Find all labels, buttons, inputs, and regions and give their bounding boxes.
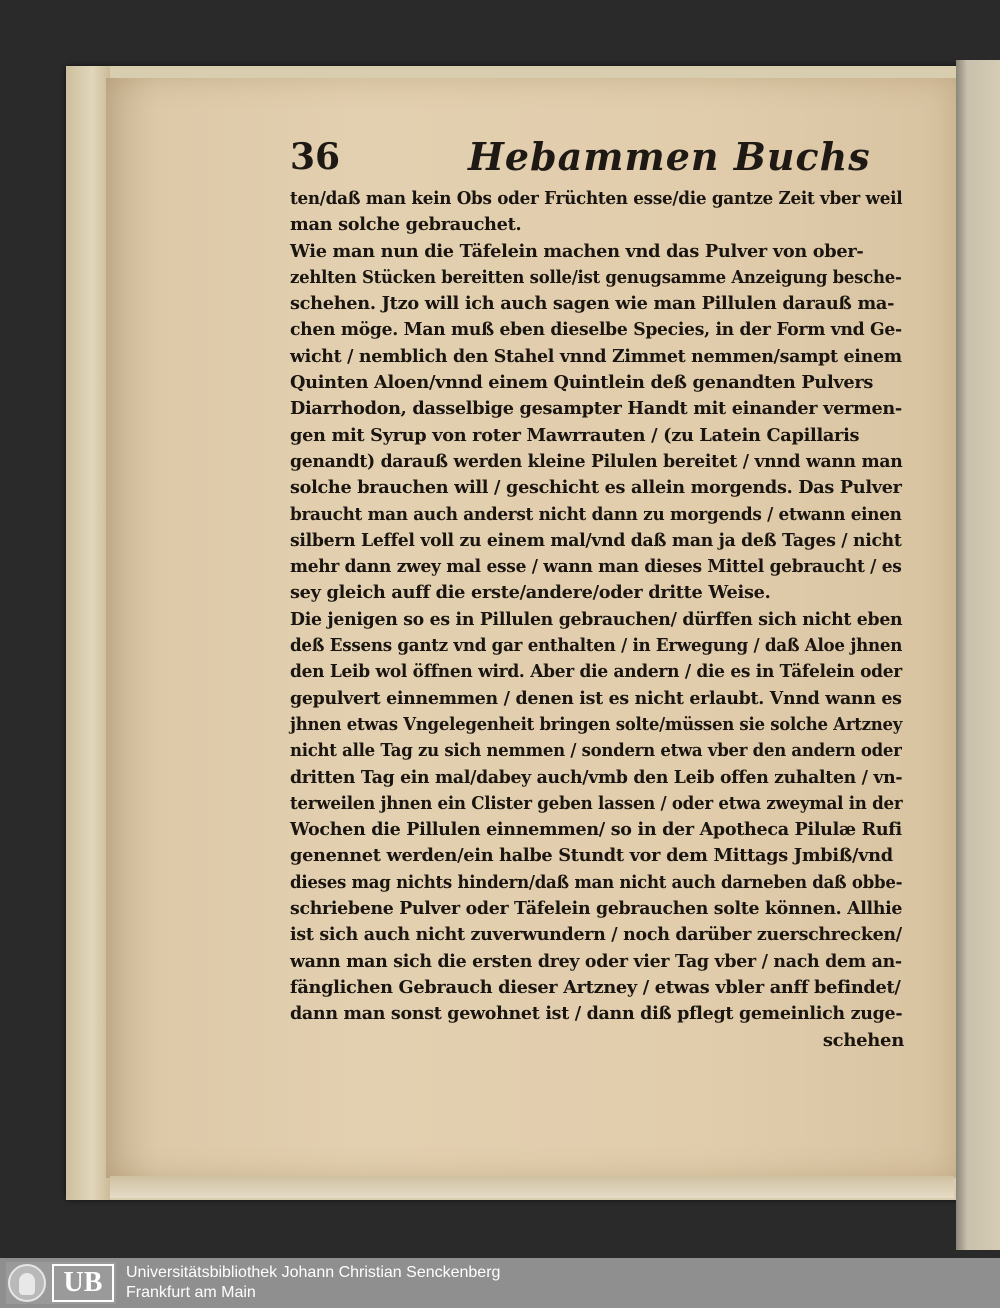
text-line: nicht alle Tag zu sich nemmen / sondern etwa vber den andern oder: [290, 740, 902, 762]
page-number: 36: [290, 136, 341, 178]
text-line: terweilen jhnen ein Clister geben lassen / oder etwa zweymal in der: [290, 792, 903, 814]
text-line: gen mit Syrup von roter Mawrrauten / (zu Latein Capillaris: [290, 424, 860, 446]
text-line: Die jenigen so es in Pillulen gebrauchen/ dürffen sich nicht eben: [290, 608, 903, 630]
text-line: jhnen etwas Vngelegenheit bringen solte/müssen sie solche Artzney: [290, 713, 903, 735]
text-line: Wochen die Pillulen einnemmen/ so in der Apotheca Pilulæ Rufi: [290, 819, 902, 841]
page-header: [290, 128, 912, 186]
text-line: zehlten Stücken bereitten solle/ist genugsamme Anzeigung besche-: [290, 266, 902, 288]
text-line: dritten Tag ein mal/dabey auch/vmb den Leib offen zuhalten / vn-: [290, 766, 903, 788]
text-line: schehen. Jtzo will ich auch sagen wie man Pillulen darauß ma-: [290, 293, 895, 315]
text-line: Wie man nun die Täfelein machen vnd das Pulver von ober-: [290, 240, 864, 262]
text-line: man solche gebrauchet.: [290, 214, 522, 236]
text-line: chen möge. Man muß eben dieselbe Species, in der Form vnd Ge-: [290, 319, 902, 341]
institution-name[interactable]: [126, 1263, 500, 1303]
seal-icon: [8, 1264, 46, 1302]
text-line: silbern Leffel voll zu einem mal/vnd daß man ja deß Tages / nicht: [290, 529, 902, 551]
text-line: den Leib wol öffnen wird. Aber die andern / die es in Täfelein oder: [290, 661, 902, 683]
text-line: sey gleich auff die erste/andere/oder dritte Weise.: [290, 582, 771, 604]
text-line: gepulvert einnemmen / denen ist es nicht erlaubt. Vnnd wann es: [290, 687, 902, 709]
page-bottom-edge: [110, 1176, 954, 1198]
portrait-icon: [19, 1273, 35, 1295]
facing-page-edge: [956, 60, 1000, 1250]
footer-bar: [0, 1258, 1000, 1308]
institution-line-1: Universitätsbibliothek Johann Christian Senckenberg: [126, 1264, 501, 1281]
text-line: ist sich auch nicht zuverwundern / noch darüber zuerschrecken/: [290, 924, 902, 946]
institution-line-2: Frankfurt am Main: [126, 1284, 256, 1301]
body-text: [290, 186, 912, 1028]
text-line: wann man sich die ersten drey oder vier Tag vber / nach dem an-: [290, 950, 902, 972]
text-line: mehr dann zwey mal esse / wann man dieses Mittel gebraucht / es: [290, 556, 902, 578]
text-line: ten/daß man kein Obs oder Früchten esse/die gantze Zeit vber weil: [290, 188, 903, 209]
running-title: Hebammen Buchs: [468, 134, 871, 179]
text-line: wicht / nemblich den Stahel vnnd Zimmet nemmen/sampt einem: [290, 345, 902, 367]
library-logo[interactable]: [6, 1262, 116, 1304]
text-line: dann man sonst gewohnet ist / dann diß pflegt gemeinlich zuge-: [290, 1003, 903, 1025]
text-line: schriebene Pulver oder Täfelein gebrauchen solte können. Allhie: [290, 898, 903, 920]
page-text-block: [290, 128, 912, 1054]
text-line: dieses mag nichts hindern/daß man nicht auch darneben daß obbe-: [290, 871, 903, 893]
catchword: schehen: [822, 1029, 904, 1051]
text-line: genandt) darauß werden kleine Pilulen bereitet / vnnd wann man: [290, 450, 903, 472]
text-line: deß Essens gantz vnd gar enthalten / in Erwegung / daß Aloe jhnen: [290, 635, 903, 657]
text-line: Diarrhodon, dasselbige gesampter Handt mit einander vermen-: [290, 398, 902, 420]
text-line: solche brauchen will / geschicht es allein morgends. Das Pulver: [290, 477, 902, 499]
text-line: Quinten Aloen/vnnd einem Quintlein deß genandten Pulvers: [290, 372, 874, 394]
text-line: fänglichen Gebrauch dieser Artzney / etwas vbler anff befindet/: [290, 976, 901, 998]
text-line: braucht man auch anderst nicht dann zu morgends / etwann einen: [290, 503, 902, 525]
text-line: genennet werden/ein halbe Stundt vor dem Mittags Jmbiß/vnd: [290, 845, 893, 867]
book-spine-edge: [66, 66, 110, 1200]
ub-logo-mark: UB: [52, 1264, 114, 1302]
